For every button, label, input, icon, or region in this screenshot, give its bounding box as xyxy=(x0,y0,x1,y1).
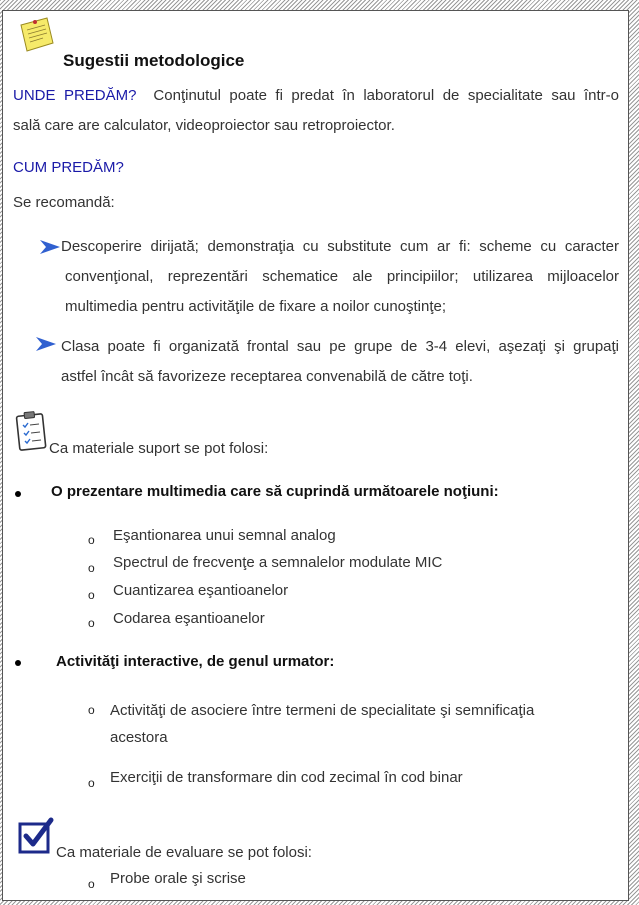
unde-label: UNDE PREDĂM? xyxy=(13,87,137,104)
unde-text-line2: sală care are calculator, videoproiector sau retroproiector. xyxy=(13,117,395,134)
recommendation-2: Clasa poate fi organizată frontal sau pe grupe de 3-4 elevi, aşezaţi şi grupaţi astfel încât să favorizeze receptarea convenabilă de către toţi. xyxy=(61,338,619,385)
multimedia-heading: O prezentare multimedia care să cuprindă următoarele noţiuni: xyxy=(51,483,499,500)
evaluation-intro: Ca materiale de evaluare se pot folosi: xyxy=(56,844,312,861)
document-page xyxy=(2,10,629,901)
sub-bullet: o xyxy=(88,588,95,602)
arrow-bullet-icon xyxy=(40,240,60,254)
recommendation-1: Descoperire dirijată; demonstraţia cu substitute cum ar fi: scheme cu caracter convenţional, reprezentări schematice ale principiilor; utilizarea mijloacelor multimedia pentru activităţile de fixare a noilor cunoştinţe; xyxy=(61,238,619,315)
unde-paragraph xyxy=(13,81,619,141)
sub-bullet: o xyxy=(88,776,95,790)
sub-bullet: o xyxy=(88,533,95,547)
sub-bullet: o xyxy=(88,703,95,717)
sticky-note-icon xyxy=(17,15,57,55)
checkbox-checked-icon xyxy=(17,816,57,856)
list-bullet xyxy=(15,660,21,666)
activity-item-2: Exerciţii de transformare din cod zecimal în cod binar xyxy=(110,769,463,786)
clipboard-icon xyxy=(15,411,49,451)
recommend-intro: Se recomandă: xyxy=(13,194,115,211)
list-item: Spectrul de frecvenţe a semnalelor modulate MIC xyxy=(113,554,443,571)
cum-label: CUM PREDĂM? xyxy=(13,159,124,176)
section-title: Sugestii metodologice xyxy=(63,51,245,70)
materials-intro: Ca materiale suport se pot folosi: xyxy=(49,440,269,457)
evaluation-item: Probe orale şi scrise xyxy=(110,870,246,887)
list-item: Codarea eşantioanelor xyxy=(113,610,265,627)
activities-heading: Activităţi interactive, de genul urmator: xyxy=(56,653,335,670)
sub-bullet: o xyxy=(88,877,95,891)
unde-text-line1: Conţinutul poate fi predat în laboratorul de specialitate sau într-o xyxy=(153,87,619,104)
activity-item-1: Activităţi de asociere între termeni de specialitate şi semnificaţia acestora xyxy=(110,702,535,746)
list-bullet xyxy=(15,491,21,497)
sub-bullet: o xyxy=(88,616,95,630)
sub-bullet: o xyxy=(88,561,95,575)
list-item: Eşantionarea unui semnal analog xyxy=(113,527,336,544)
arrow-bullet-icon xyxy=(36,337,56,351)
list-item: Cuantizarea eşantioanelor xyxy=(113,582,289,599)
